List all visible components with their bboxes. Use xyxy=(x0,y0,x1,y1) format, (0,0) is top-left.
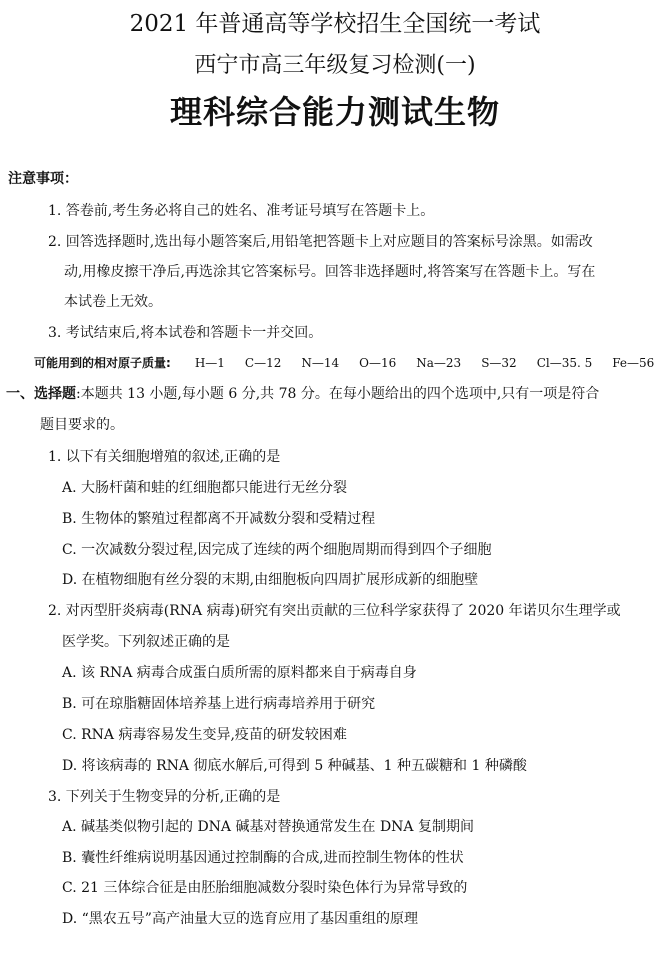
question-option: B. 生物体的繁殖过程都离不开减数分裂和受精过程 xyxy=(62,511,376,527)
question-option: D. 在植物细胞有丝分裂的末期,由细胞板向四周扩展形成新的细胞壁 xyxy=(62,572,479,588)
notice-item-1: 1. 答卷前,考生务必将自己的姓名、准考证号填写在答题卡上。 xyxy=(48,203,435,219)
atomic-mass: Cl—35. 5 xyxy=(536,356,593,370)
question-option: A. 该 RNA 病毒合成蛋白质所需的原料都来自于病毒自身 xyxy=(62,665,417,681)
question-stem: 3. 下列关于生物变异的分析,正确的是 xyxy=(48,789,281,805)
exam-header-line1: 2021 年普通高等学校招生全国统一考试 xyxy=(129,11,541,37)
atomic-mass: N—14 xyxy=(301,356,340,370)
exam-header-line2: 西宁市高三年级复习检测(一) xyxy=(194,53,476,78)
question-option: C. RNA 病毒容易发生变异,疫苗的研发较困难 xyxy=(62,727,347,743)
question-option: A. 碱基类似物引起的 DNA 碱基对替换通常发生在 DNA 复制期间 xyxy=(62,819,474,835)
question-option: C. 21 三体综合征是由胚胎细胞减数分裂时染色体行为异常导致的 xyxy=(62,880,468,896)
section-instructions-cont: 题目要求的。 xyxy=(40,417,124,433)
notice-item-3: 3. 考试结束后,将本试卷和答题卡一并交回。 xyxy=(48,325,323,341)
notice-title: 注意事项： xyxy=(8,171,78,187)
question-stem: 2. 对丙型肝炎病毒(RNA 病毒)研究有突出贡献的三位科学家获得了 2020 年诺贝尔生理学或 xyxy=(48,603,621,619)
notice-item-2: 2. 回答选择题时,选出每小题答案后,用铅笔把答题卡上对应题目的答案标号涂黑。如需改 xyxy=(48,234,593,250)
atomic-masses xyxy=(34,353,654,373)
notice-item-2-cont: 本试卷上无效。 xyxy=(64,294,162,310)
atomic-mass: S—32 xyxy=(481,356,517,370)
question-option: A. 大肠杆菌和蛙的红细胞都只能进行无丝分裂 xyxy=(62,480,348,496)
atomic-masses-values xyxy=(195,353,655,373)
atomic-mass: H—1 xyxy=(194,356,225,370)
question-option: C. 一次减数分裂过程,因完成了连续的两个细胞周期而得到四个子细胞 xyxy=(62,542,492,558)
atomic-mass: Na—23 xyxy=(416,356,462,370)
question-option: B. 囊性纤维病说明基因通过控制酶的合成,进而控制生物体的性状 xyxy=(62,850,464,866)
exam-subject-title: 理科综合能力测试生物 xyxy=(169,93,500,131)
section-title: 一、选择题 xyxy=(6,386,76,402)
section-instructions: :本题共 13 小题,每小题 6 分,共 78 分。在每小题给出的四个选项中,只有一项是符合 xyxy=(76,386,600,402)
atomic-mass: Fe—56 xyxy=(612,356,655,370)
question-option: D. “黑农五号”高产油量大豆的选育应用了基因重组的原理 xyxy=(62,911,418,927)
question-stem: 1. 以下有关细胞增殖的叙述,正确的是 xyxy=(48,449,281,465)
question-option: B. 可在琼脂糖固体培养基上进行病毒培养用于研究 xyxy=(62,696,376,712)
atomic-mass: C—12 xyxy=(244,356,282,370)
question-option: D. 将该病毒的 RNA 彻底水解后,可得到 5 种碱基、1 种五碳糖和 1 种磷酸 xyxy=(62,758,527,774)
notice-item-2-cont: 动,用橡皮擦干净后,再选涂其它答案标号。回答非选择题时,将答案写在答题卡上。写在 xyxy=(64,264,596,280)
atomic-masses-label: 可能用到的相对原子质量: xyxy=(34,356,171,370)
atomic-mass: O—16 xyxy=(359,356,397,370)
section-heading xyxy=(6,384,599,404)
question-stem-cont: 医学奖。下列叙述正确的是 xyxy=(62,634,230,650)
